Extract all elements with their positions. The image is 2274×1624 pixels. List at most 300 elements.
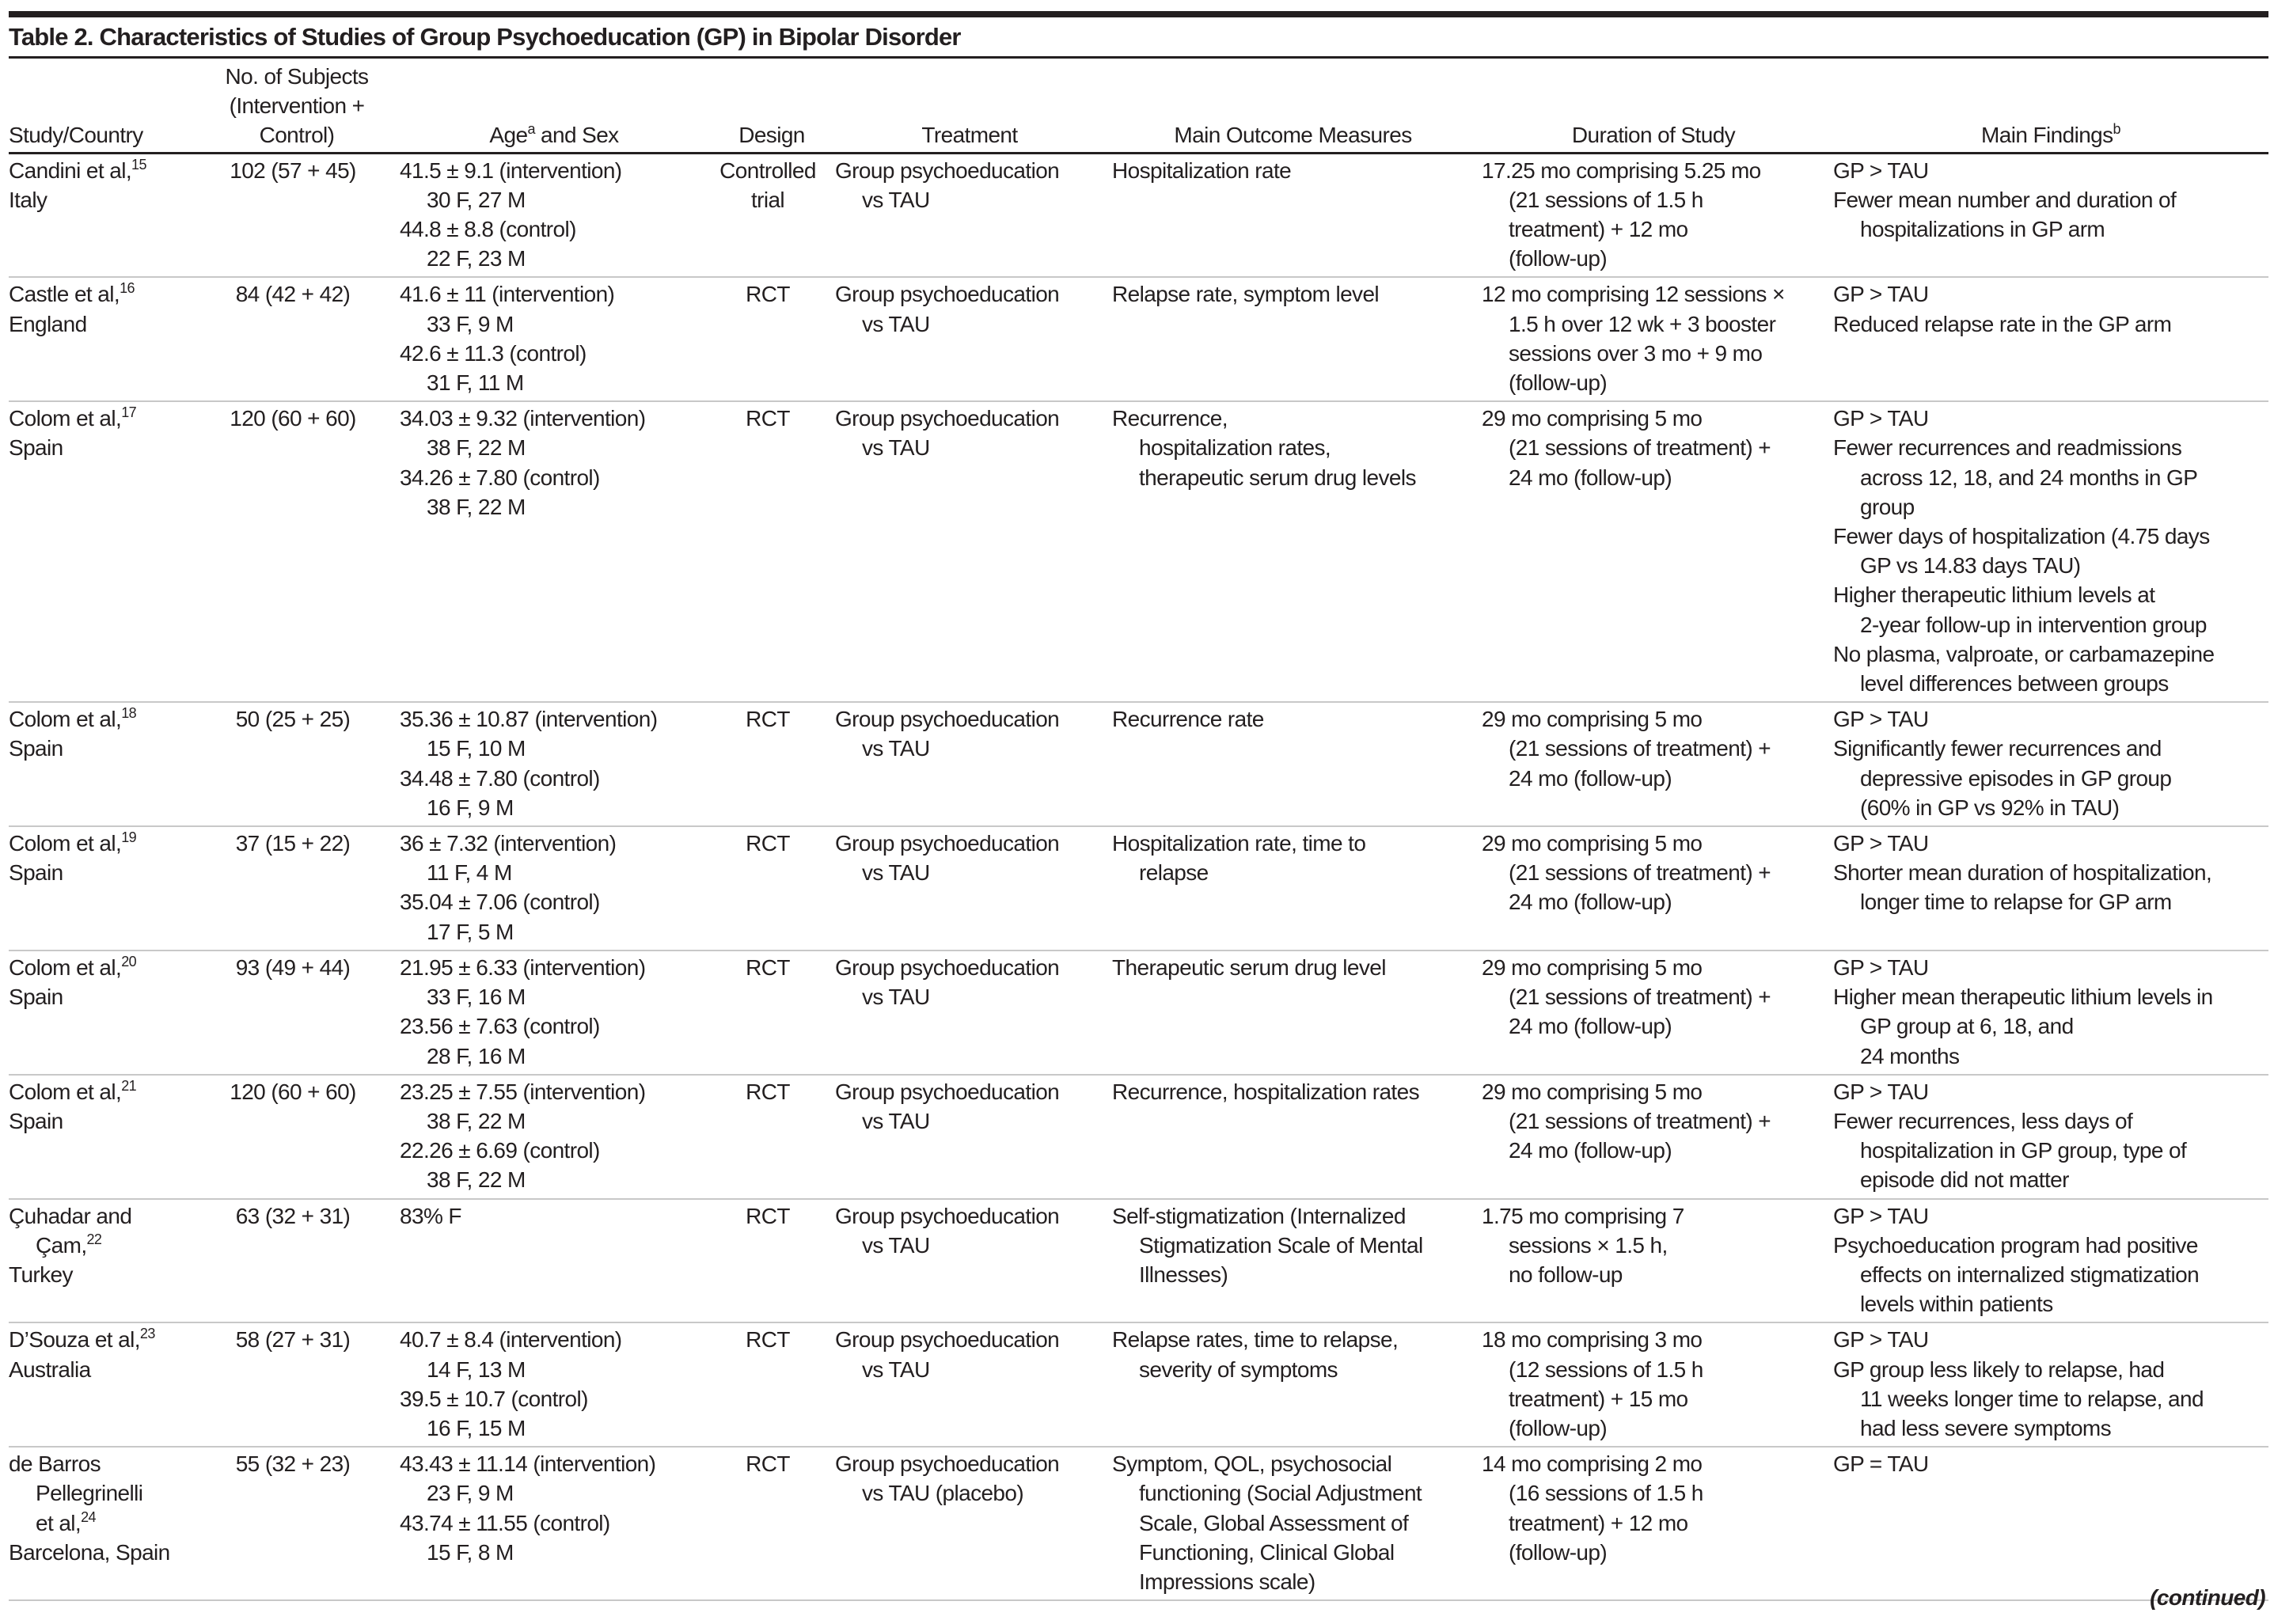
duration-line: 1.5 h over 12 wk + 3 booster: [1509, 311, 1776, 336]
study-name-line: [9, 1201, 194, 1231]
subjects-cell: [194, 1447, 392, 1600]
findings-cell: [1825, 1075, 2268, 1199]
header-subjects-line: (Intervention +: [229, 93, 365, 119]
duration-line: 14 mo comprising 2 mo: [1482, 1451, 1703, 1477]
treatment-cell: [827, 702, 1104, 826]
outcome-line: Impressions scale): [1139, 1569, 1315, 1594]
study-name: Colom et al,: [9, 831, 122, 856]
age-sex-line: 42.6 ± 11.3 (control): [400, 340, 587, 366]
subjects-count: 37 (15 + 22): [235, 831, 351, 856]
table-title: Table 2. Characteristics of Studies of Group Psychoeducation (GP) in Bipolar Disorder: [9, 23, 961, 51]
study-name-line: [9, 953, 194, 982]
treatment-line: Group psychoeducation: [835, 282, 1060, 307]
duration-line: (21 sessions of 1.5 h: [1509, 187, 1703, 212]
duration-line: 24 mo (follow-up): [1509, 1014, 1672, 1039]
subjects-count: 120 (60 + 60): [230, 406, 356, 431]
finding-line: hospitalizations in GP arm: [1860, 217, 2105, 242]
duration-line: 1.75 mo comprising 7: [1482, 1203, 1684, 1228]
subjects-count: 50 (25 + 25): [235, 707, 351, 732]
subjects-cell: [194, 702, 392, 826]
study-name-line: [9, 1478, 194, 1508]
outcome-line: Relapse rates, time to relapse,: [1112, 1327, 1399, 1353]
finding-line: levels within patients: [1860, 1292, 2053, 1317]
outcome-line: therapeutic serum drug levels: [1139, 465, 1416, 490]
age-sex-line: 17 F, 5 M: [427, 919, 514, 944]
study-name: Candini et al,: [9, 157, 132, 183]
finding-line: GP > TAU: [1833, 1079, 1929, 1104]
findings-cell: [1825, 950, 2268, 1075]
header-subjects-line: Control): [259, 123, 335, 148]
finding-line: GP > TAU: [1833, 954, 1929, 980]
finding-line: Higher therapeutic lithium levels at: [1833, 582, 2155, 608]
subjects-count: 58 (27 + 31): [235, 1327, 351, 1353]
study-name-line: [9, 704, 194, 734]
duration-line: (16 sessions of 1.5 h: [1509, 1481, 1703, 1506]
study-cell: [9, 1199, 194, 1323]
duration-line: 12 mo comprising 12 sessions ×: [1482, 282, 1785, 307]
age-sex-line: 11 F, 4 M: [427, 860, 512, 886]
outcome-line: Functioning, Clinical Global: [1139, 1539, 1395, 1565]
reference-number: 20: [121, 953, 137, 969]
reference-number: 22: [86, 1231, 102, 1247]
treatment-line: vs TAU (placebo): [862, 1481, 1024, 1506]
outcome-cell: [1104, 702, 1474, 826]
design-line: RCT: [746, 406, 790, 431]
outcome-line: Relapse rate, symptom level: [1112, 282, 1380, 307]
header-duration: Duration of Study: [1474, 59, 1825, 153]
age-sex-line: 41.6 ± 11 (intervention): [400, 282, 615, 307]
treatment-line: Group psychoeducation: [835, 406, 1060, 431]
treatment-line: vs TAU: [862, 435, 930, 461]
finding-line: GP > TAU: [1833, 1327, 1929, 1353]
age-sex-line: 22.26 ± 6.69 (control): [400, 1138, 600, 1163]
treatment-line: vs TAU: [862, 1356, 930, 1382]
subjects-count: 63 (32 + 31): [235, 1203, 351, 1228]
header-treatment: Treatment: [827, 59, 1104, 153]
design-cell: [708, 1199, 827, 1323]
age-sex-line: 30 F, 27 M: [427, 187, 526, 212]
age-sex-line: 38 F, 22 M: [427, 494, 526, 519]
finding-line: Fewer recurrences, less days of: [1833, 1108, 2133, 1133]
finding-line: GP group less likely to relapse, had: [1833, 1356, 2165, 1382]
age-sex-line: 23 F, 9 M: [427, 1481, 514, 1506]
treatment-line: vs TAU: [862, 187, 930, 212]
treatment-line: Group psychoeducation: [835, 1079, 1060, 1104]
age-sex-line: 39.5 ± 10.7 (control): [400, 1386, 588, 1411]
duration-cell: [1474, 826, 1825, 950]
study-cell: [9, 826, 194, 950]
study-cell: [9, 401, 194, 702]
treatment-cell: [827, 153, 1104, 277]
age-sex-cell: [392, 1322, 708, 1447]
outcome-line: Illnesses): [1139, 1262, 1228, 1287]
treatment-line: Group psychoeducation: [835, 1203, 1060, 1228]
table-body: [9, 153, 2268, 1600]
study-country: Spain: [9, 1108, 63, 1133]
table-row: [9, 153, 2268, 277]
duration-cell: [1474, 1322, 1825, 1447]
finding-line: episode did not matter: [1860, 1167, 2069, 1193]
subjects-count: 55 (32 + 23): [235, 1451, 351, 1477]
header-age-sex: [392, 59, 708, 153]
treatment-line: Group psychoeducation: [835, 1451, 1060, 1477]
outcome-line: Recurrence rate: [1112, 707, 1264, 732]
study-country: Spain: [9, 860, 63, 886]
duration-line: 24 mo (follow-up): [1509, 1138, 1672, 1163]
treatment-line: Group psychoeducation: [835, 1327, 1060, 1353]
age-sex-line: 83% F: [400, 1203, 461, 1228]
study-cell: [9, 277, 194, 401]
study-name: et al,: [36, 1510, 82, 1535]
duration-line: 24 mo (follow-up): [1509, 465, 1672, 490]
header-findings-label: Main Findings: [1981, 123, 2113, 148]
findings-cell: [1825, 153, 2268, 277]
treatment-cell: [827, 826, 1104, 950]
age-sex-cell: [392, 153, 708, 277]
header-study: Study/Country: [9, 59, 194, 153]
treatment-line: vs TAU: [862, 736, 930, 761]
age-sex-line: 36 ± 7.32 (intervention): [400, 831, 617, 856]
finding-line: GP > TAU: [1833, 157, 1929, 183]
age-sex-line: 22 F, 23 M: [427, 246, 526, 271]
treatment-line: Group psychoeducation: [835, 157, 1060, 183]
outcome-cell: [1104, 153, 1474, 277]
age-sex-cell: [392, 1199, 708, 1323]
age-sex-line: 14 F, 13 M: [427, 1356, 526, 1382]
table-row: [9, 401, 2268, 702]
design-cell: [708, 401, 827, 702]
design-line: RCT: [746, 831, 790, 856]
duration-line: sessions × 1.5 h,: [1509, 1232, 1668, 1258]
study-name-line: [9, 1231, 194, 1260]
finding-line: GP > TAU: [1833, 707, 1929, 732]
study-name-line: [9, 1325, 194, 1354]
age-sex-line: 23.25 ± 7.55 (intervention): [400, 1079, 646, 1104]
top-rule: [9, 11, 2268, 17]
treatment-line: Group psychoeducation: [835, 707, 1060, 732]
outcome-line: Therapeutic serum drug level: [1112, 954, 1386, 980]
table-row: [9, 277, 2268, 401]
outcome-cell: [1104, 1447, 1474, 1600]
study-cell: [9, 1447, 194, 1600]
footnote-a: a: [527, 121, 535, 138]
design-line: Controlled: [719, 157, 816, 183]
study-name-line: [9, 1508, 194, 1538]
design-cell: [708, 826, 827, 950]
age-sex-cell: [392, 826, 708, 950]
outcome-cell: [1104, 950, 1474, 1075]
duration-line: (follow-up): [1509, 1539, 1608, 1565]
age-sex-line: 44.8 ± 8.8 (control): [400, 217, 576, 242]
study-country: Spain: [9, 736, 63, 761]
duration-line: (follow-up): [1509, 1415, 1608, 1440]
design-line: RCT: [746, 707, 790, 732]
age-sex-line: 23.56 ± 7.63 (control): [400, 1014, 600, 1039]
study-country: Australia: [9, 1356, 91, 1382]
subjects-cell: [194, 950, 392, 1075]
studies-table: [9, 59, 2268, 1601]
subjects-cell: [194, 1199, 392, 1323]
duration-line: (21 sessions of treatment) +: [1509, 1108, 1771, 1133]
treatment-line: Group psychoeducation: [835, 831, 1060, 856]
reference-number: 21: [121, 1077, 137, 1094]
outcome-line: Scale, Global Assessment of: [1139, 1510, 1409, 1535]
age-sex-cell: [392, 1447, 708, 1600]
reference-number: 19: [121, 829, 137, 846]
design-line: RCT: [746, 1327, 790, 1353]
treatment-cell: [827, 1199, 1104, 1323]
design-cell: [708, 153, 827, 277]
finding-line: GP > TAU: [1833, 406, 1929, 431]
age-sex-line: 43.74 ± 11.55 (control): [400, 1510, 610, 1535]
table-row: [9, 950, 2268, 1075]
outcome-line: Recurrence,: [1112, 406, 1228, 431]
design-line: RCT: [746, 1079, 790, 1104]
age-sex-cell: [392, 950, 708, 1075]
design-line: RCT: [746, 954, 790, 980]
finding-line: GP > TAU: [1833, 1203, 1929, 1228]
finding-line: effects on internalized stigmatization: [1860, 1262, 2200, 1287]
treatment-line: vs TAU: [862, 860, 930, 886]
subjects-cell: [194, 1075, 392, 1199]
header-outcome: Main Outcome Measures: [1104, 59, 1474, 153]
design-line: RCT: [746, 282, 790, 307]
duration-line: sessions over 3 mo + 9 mo: [1509, 340, 1763, 366]
study-cell: [9, 1322, 194, 1447]
age-sex-line: 35.04 ± 7.06 (control): [400, 890, 600, 915]
subjects-cell: [194, 1322, 392, 1447]
table-row: [9, 1199, 2268, 1323]
subjects-count: 93 (49 + 44): [235, 954, 351, 980]
finding-line: hospitalization in GP group, type of: [1860, 1138, 2187, 1163]
age-sex-line: 34.48 ± 7.80 (control): [400, 765, 600, 791]
finding-line: GP group at 6, 18, and: [1860, 1014, 2074, 1039]
study-name: Çam,: [36, 1232, 87, 1258]
treatment-line: vs TAU: [862, 1108, 930, 1133]
study-name: de Barros: [9, 1451, 101, 1477]
duration-line: 29 mo comprising 5 mo: [1482, 707, 1703, 732]
study-country: Turkey: [9, 1262, 73, 1287]
duration-cell: [1474, 277, 1825, 401]
study-name-line: [9, 829, 194, 858]
duration-line: (12 sessions of 1.5 h: [1509, 1356, 1703, 1382]
outcome-line: functioning (Social Adjustment: [1139, 1481, 1422, 1506]
duration-cell: [1474, 1075, 1825, 1199]
header-row: [9, 59, 2268, 153]
duration-line: 24 mo (follow-up): [1509, 765, 1672, 791]
finding-line: 11 weeks longer time to relapse, and: [1860, 1386, 2204, 1411]
finding-line: (60% in GP vs 92% in TAU): [1860, 795, 2120, 820]
header-subjects: [194, 59, 392, 153]
design-line: RCT: [746, 1451, 790, 1477]
header-subjects-line: No. of Subjects: [225, 64, 369, 89]
treatment-cell: [827, 1322, 1104, 1447]
header-design: Design: [708, 59, 827, 153]
design-cell: [708, 277, 827, 401]
duration-line: 29 mo comprising 5 mo: [1482, 1079, 1703, 1104]
outcome-cell: [1104, 401, 1474, 702]
study-name: Colom et al,: [9, 1079, 122, 1104]
outcome-line: Recurrence, hospitalization rates: [1112, 1079, 1419, 1104]
design-cell: [708, 1447, 827, 1600]
study-country: England: [9, 311, 87, 336]
study-country: Italy: [9, 187, 47, 212]
design-cell: [708, 1322, 827, 1447]
study-name: D’Souza et al,: [9, 1327, 140, 1353]
finding-line: had less severe symptoms: [1860, 1415, 2112, 1440]
header-age: Age: [489, 123, 528, 148]
age-sex-cell: [392, 277, 708, 401]
finding-line: longer time to relapse for GP arm: [1860, 890, 2172, 915]
age-sex-cell: [392, 702, 708, 826]
study-cell: [9, 153, 194, 277]
treatment-line: vs TAU: [862, 985, 930, 1010]
duration-line: no follow-up: [1509, 1262, 1623, 1287]
reference-number: 16: [120, 280, 135, 297]
finding-line: Higher mean therapeutic lithium levels in: [1833, 985, 2213, 1010]
reference-number: 24: [81, 1508, 96, 1525]
duration-line: 18 mo comprising 3 mo: [1482, 1327, 1703, 1353]
age-sex-line: 15 F, 10 M: [427, 736, 526, 761]
study-name: Çuhadar and: [9, 1203, 132, 1228]
study-country: Spain: [9, 435, 63, 461]
outcome-line: relapse: [1139, 860, 1209, 886]
design-cell: [708, 702, 827, 826]
subjects-cell: [194, 401, 392, 702]
outcome-line: Hospitalization rate, time to: [1112, 831, 1366, 856]
finding-line: 24 months: [1860, 1043, 1960, 1068]
finding-line: depressive episodes in GP group: [1860, 765, 2172, 791]
findings-cell: [1825, 702, 2268, 826]
age-sex-line: 35.36 ± 10.87 (intervention): [400, 707, 658, 732]
age-sex-line: 28 F, 16 M: [427, 1043, 526, 1068]
reference-number: 17: [121, 404, 137, 421]
outcome-cell: [1104, 277, 1474, 401]
design-line: trial: [750, 187, 785, 212]
subjects-cell: [194, 277, 392, 401]
age-sex-cell: [392, 1075, 708, 1199]
outcome-line: Symptom, QOL, psychosocial: [1112, 1451, 1392, 1477]
outcome-line: Self-stigmatization (Internalized: [1112, 1203, 1406, 1228]
duration-line: treatment) + 15 mo: [1509, 1386, 1688, 1411]
reference-number: 15: [131, 156, 146, 173]
age-sex-line: 16 F, 15 M: [427, 1415, 526, 1440]
study-name-line: [9, 404, 194, 433]
treatment-cell: [827, 1447, 1104, 1600]
reference-number: 23: [139, 1326, 155, 1342]
design-cell: [708, 950, 827, 1075]
footnote-b: b: [2113, 121, 2120, 138]
duration-line: 29 mo comprising 5 mo: [1482, 831, 1703, 856]
duration-line: 24 mo (follow-up): [1509, 890, 1672, 915]
study-cell: [9, 702, 194, 826]
finding-line: GP > TAU: [1833, 282, 1929, 307]
findings-cell: [1825, 401, 2268, 702]
study-name: Colom et al,: [9, 406, 122, 431]
duration-line: 17.25 mo comprising 5.25 mo: [1482, 157, 1761, 183]
finding-line: Significantly fewer recurrences and: [1833, 736, 2162, 761]
duration-line: (follow-up): [1509, 246, 1608, 271]
age-sex-line: 43.43 ± 11.14 (intervention): [400, 1451, 656, 1477]
study-name-line: [9, 279, 194, 309]
treatment-cell: [827, 401, 1104, 702]
age-sex-cell: [392, 401, 708, 702]
duration-line: treatment) + 12 mo: [1509, 1510, 1688, 1535]
findings-cell: [1825, 1322, 2268, 1447]
study-cell: [9, 950, 194, 1075]
age-sex-line: 34.26 ± 7.80 (control): [400, 465, 600, 490]
outcome-cell: [1104, 1322, 1474, 1447]
duration-line: (follow-up): [1509, 370, 1608, 396]
age-sex-line: 34.03 ± 9.32 (intervention): [400, 406, 646, 431]
header-and-sex: and Sex: [534, 123, 619, 148]
outcome-line: severity of symptoms: [1139, 1356, 1338, 1382]
outcome-cell: [1104, 826, 1474, 950]
duration-line: (21 sessions of treatment) +: [1509, 985, 1771, 1010]
study-name: Castle et al,: [9, 282, 120, 307]
duration-cell: [1474, 950, 1825, 1075]
duration-line: (21 sessions of treatment) +: [1509, 736, 1771, 761]
duration-line: treatment) + 12 mo: [1509, 217, 1688, 242]
study-name-line: [9, 1077, 194, 1106]
duration-line: (21 sessions of treatment) +: [1509, 435, 1771, 461]
finding-line: Shorter mean duration of hospitalization,: [1833, 860, 2212, 886]
study-country: Barcelona, Spain: [9, 1539, 170, 1565]
duration-cell: [1474, 1199, 1825, 1323]
treatment-cell: [827, 1075, 1104, 1199]
finding-line: level differences between groups: [1860, 671, 2169, 696]
findings-cell: [1825, 1199, 2268, 1323]
study-name-line: [9, 156, 194, 185]
header-findings: [1825, 59, 2268, 153]
treatment-cell: [827, 277, 1104, 401]
study-country: Spain: [9, 985, 63, 1010]
reference-number: 18: [121, 705, 137, 722]
duration-cell: [1474, 702, 1825, 826]
subjects-cell: [194, 153, 392, 277]
outcome-line: Stigmatization Scale of Mental: [1139, 1232, 1423, 1258]
duration-cell: [1474, 1447, 1825, 1600]
subjects-count: 120 (60 + 60): [230, 1079, 356, 1104]
finding-line: Psychoeducation program had positive: [1833, 1232, 2198, 1258]
age-sex-line: 15 F, 8 M: [427, 1539, 514, 1565]
age-sex-line: 38 F, 22 M: [427, 1108, 526, 1133]
duration-line: (21 sessions of treatment) +: [1509, 860, 1771, 886]
outcome-cell: [1104, 1199, 1474, 1323]
finding-line: across 12, 18, and 24 months in GP: [1860, 465, 2198, 490]
duration-cell: [1474, 401, 1825, 702]
study-name-line: [9, 1449, 194, 1478]
outcome-line: Hospitalization rate: [1112, 157, 1292, 183]
findings-cell: [1825, 277, 2268, 401]
age-sex-line: 21.95 ± 6.33 (intervention): [400, 954, 646, 980]
finding-line: No plasma, valproate, or carbamazepine: [1833, 641, 2215, 666]
finding-line: Fewer days of hospitalization (4.75 days: [1833, 524, 2210, 549]
duration-line: 29 mo comprising 5 mo: [1482, 406, 1703, 431]
outcome-cell: [1104, 1075, 1474, 1199]
duration-line: 29 mo comprising 5 mo: [1482, 954, 1703, 980]
age-sex-line: 40.7 ± 8.4 (intervention): [400, 1327, 622, 1353]
subjects-count: 102 (57 + 45): [230, 157, 356, 183]
duration-cell: [1474, 153, 1825, 277]
finding-line: GP > TAU: [1833, 831, 1929, 856]
design-line: RCT: [746, 1203, 790, 1228]
findings-cell: [1825, 1447, 2268, 1600]
table-row: [9, 1075, 2268, 1199]
study-cell: [9, 1075, 194, 1199]
finding-line: 2-year follow-up in intervention group: [1860, 612, 2207, 637]
age-sex-line: 38 F, 22 M: [427, 435, 526, 461]
